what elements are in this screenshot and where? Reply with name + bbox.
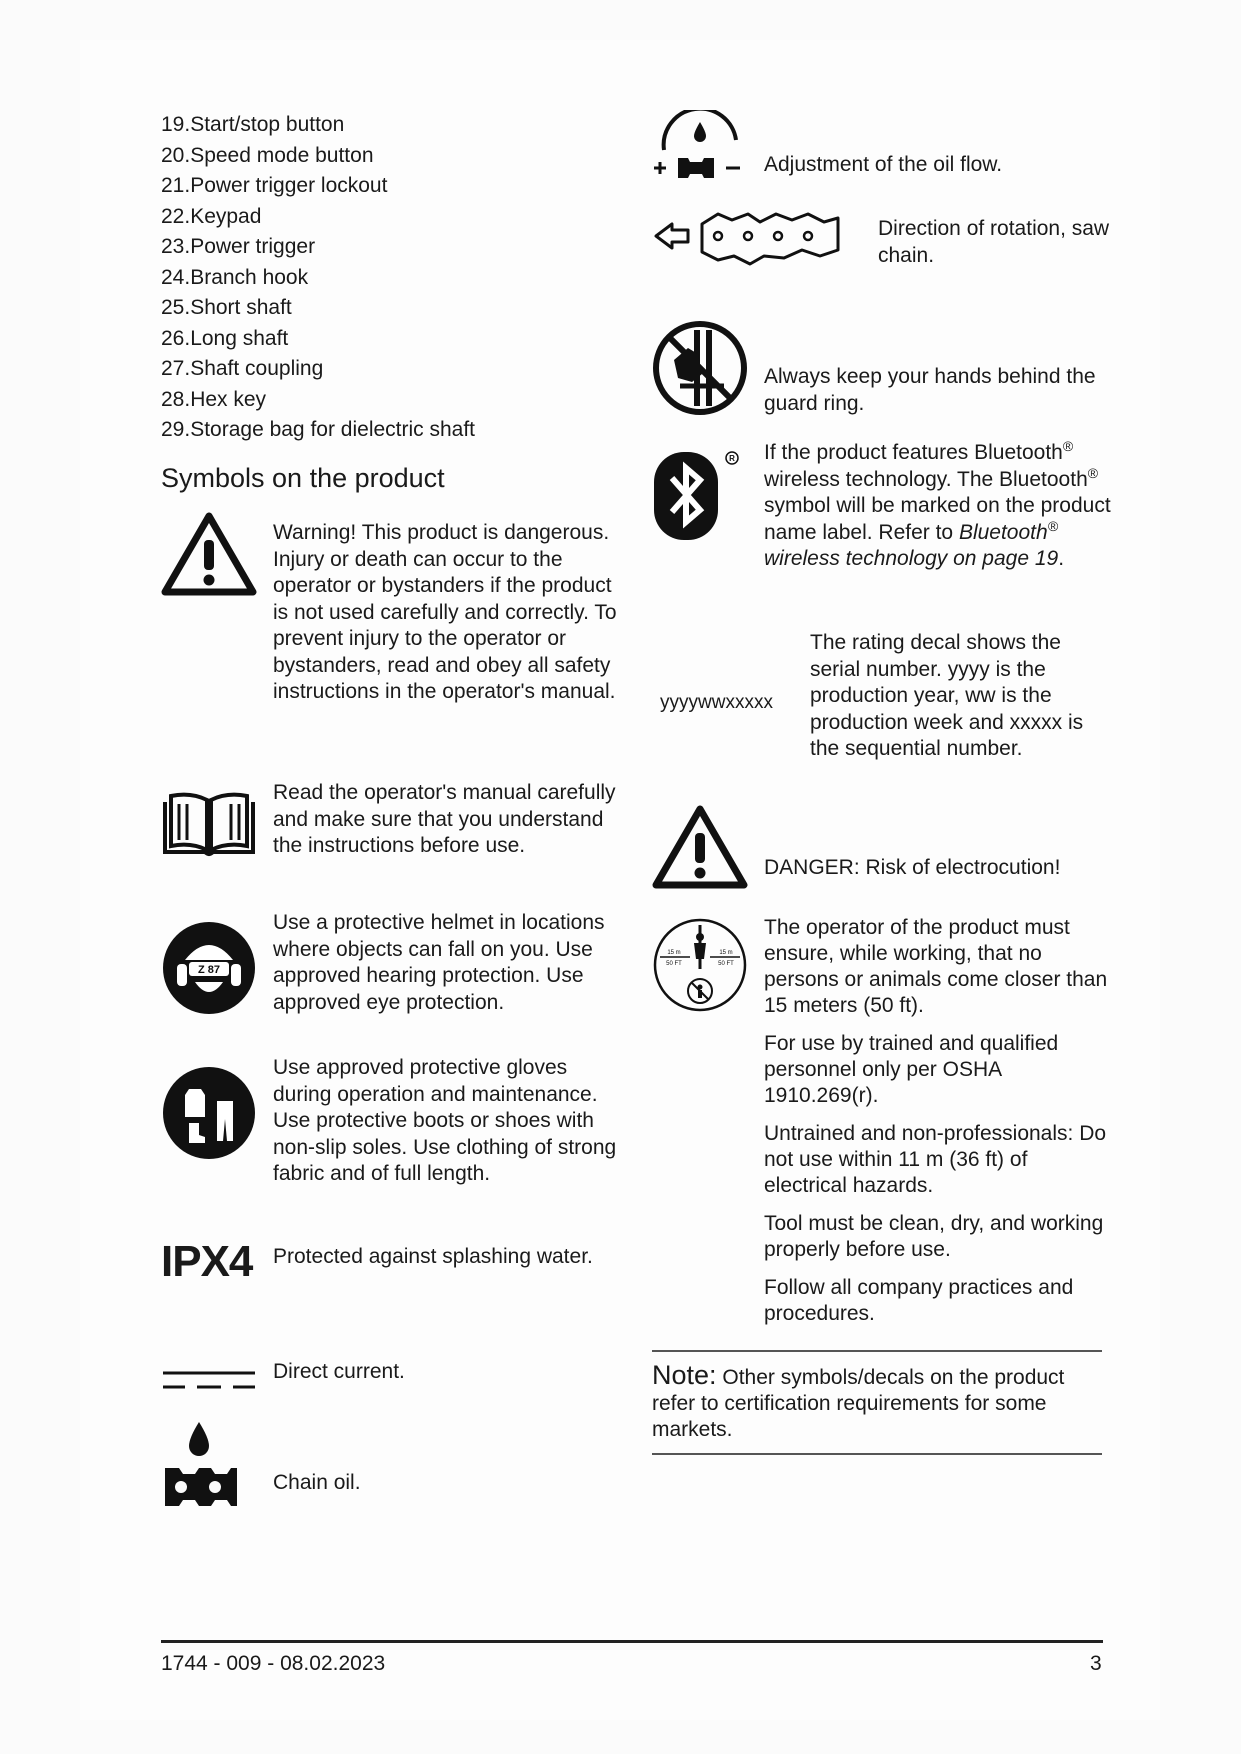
note-label: Note: [652, 1360, 717, 1390]
list-item: 28.Hex key [161, 387, 267, 411]
oil-flow-adjustment-icon [652, 110, 748, 180]
hands-text: Always keep your hands behind the guard ring. [764, 365, 1096, 415]
note-text: Other symbols/decals on the product refer to certification requirements for some markets. [652, 1366, 1065, 1441]
bluetooth-icon [652, 450, 742, 546]
danger-triangle-icon [652, 805, 748, 891]
list-item: 22.Keypad [161, 204, 262, 228]
list-item: 24.Branch hook [161, 265, 309, 289]
distance-paragraph: Tool must be clean, dry, and working properly before use. [764, 1212, 1104, 1261]
ipx4-text: Protected against splashing water. [273, 1245, 593, 1268]
manual-text: Read the operator's manual carefully and make sure that you understand the instructions before use. [273, 781, 616, 857]
list-item: 27.Shaft coupling [161, 357, 324, 380]
svg-text:R: R [729, 454, 735, 463]
chain-oil-text: Chain oil. [273, 1471, 361, 1494]
hand-prohibition-icon [652, 320, 748, 416]
note-box [652, 1350, 1102, 1455]
list-item: 29.Storage bag for dielectric shaft [161, 418, 476, 441]
safety-distance-icon [652, 915, 748, 1015]
oil-flow-text: Adjustment of the oil flow. [764, 153, 1003, 176]
list-item: 20.Speed mode button [161, 143, 374, 167]
bt-text-2: wireless technology. The Bluetooth [764, 467, 1088, 491]
distance-icon-label: 15 m [719, 950, 733, 956]
dc-text: Direct current. [273, 1360, 405, 1383]
distance-paragraph: For use by trained and qualified personnel only per OSHA 1910.269(r). [764, 1032, 1059, 1107]
direct-current-icon [161, 1369, 257, 1393]
distance-icon-label: 50 FT [666, 961, 682, 967]
protective-clothing-icon [161, 1065, 257, 1161]
page-number: 3 [1090, 1652, 1102, 1675]
chain-oil-icon [161, 1418, 241, 1514]
serial-text: The rating decal shows the serial number. yyyy is the production year, ww is the production week and xxxxx is the sequential number. [810, 631, 1084, 760]
danger-text: DANGER: Risk of electrocution! [764, 856, 1061, 879]
warning-triangle-icon [161, 512, 257, 598]
distance-icon-label: 15 m [667, 950, 681, 956]
footer-divider [161, 1640, 1103, 1643]
helmet-text: Use a protective helmet in locations where objects can fall on you. Use approved hearing protection. Use approved eye protection. [273, 911, 605, 1014]
rotation-text: Direction of rotation, saw chain. [878, 217, 1110, 267]
bt-text-3: symbol will be marked on the product name label. Refer to [764, 494, 1111, 544]
bt-page-reference[interactable]: Bluetooth® wireless technology on page 19 [764, 517, 1059, 570]
parts-list [161, 110, 621, 446]
gloves-text: Use approved protective gloves during operation and maintenance. Use protective boots or shoes with non-slip soles. Use clothing of strong fabric and of full length. [273, 1056, 617, 1185]
list-item: 21.Power trigger lockout [161, 174, 388, 197]
distance-paragraph: Follow all company practices and procedures. [764, 1276, 1074, 1325]
reg-mark: ® [1062, 438, 1074, 454]
chain-rotation-icon [652, 206, 852, 276]
serial-code: yyyywwxxxxx [660, 692, 773, 713]
left-column [161, 110, 621, 1494]
distance-text [764, 915, 1114, 1339]
distance-icon-label: 50 FT [718, 961, 734, 967]
list-item: 23.Power trigger [161, 235, 316, 258]
list-item: 26.Long shaft [161, 326, 289, 350]
reg-mark: ® [1087, 464, 1099, 481]
bluetooth-text [764, 440, 1114, 573]
distance-paragraph: Untrained and non-professionals: Do not use within 11 m (36 ft) of electrical hazards. [764, 1122, 1107, 1197]
helmet-ear-eye-protection-icon [161, 920, 257, 1016]
list-item: 25.Short shaft [161, 296, 292, 319]
warning-text: Warning! This product is dangerous. Injury or death can occur to the operator or bystanders if the product is not used carefully and correctly. To prevent injury to the operator or bystanders, read and obey all safety instructions in the operator's manual. [273, 521, 617, 703]
section-title: Symbols on the product [161, 462, 445, 493]
ipx4-icon: IPX4 [161, 1237, 253, 1286]
footer-doc-id: 1744 - 009 - 08.02.2023 [161, 1652, 386, 1675]
bt-text-end: . [1058, 547, 1065, 570]
bt-text-1: If the product features Bluetooth [764, 441, 1063, 464]
list-item: 19.Start/stop button [161, 113, 345, 136]
helmet-icon-label: Z 87 [197, 964, 221, 976]
distance-paragraph: The operator of the product must ensure, while working, that no persons or animals come closer than 15 meters (50 ft). [764, 916, 1108, 1017]
book-icon [161, 790, 257, 860]
